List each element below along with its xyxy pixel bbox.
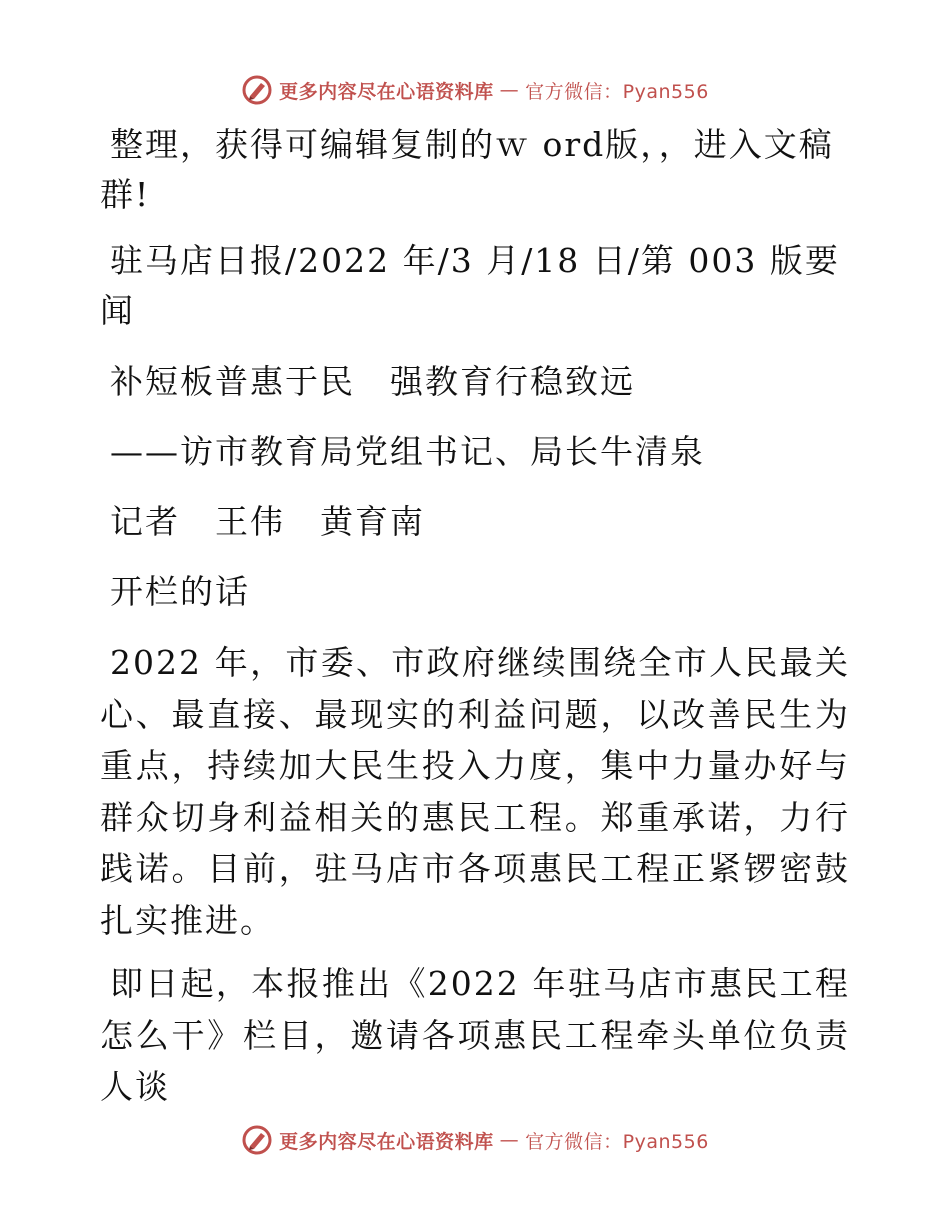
banner-site-text: 更多内容尽在心语资料库 bbox=[279, 80, 494, 103]
article-headline: 补短板普惠于民 强教育行稳致远 bbox=[110, 361, 635, 401]
pen-logo-icon bbox=[241, 74, 273, 106]
footer-watermark-banner bbox=[0, 1120, 950, 1160]
pen-logo-icon bbox=[241, 1124, 273, 1156]
reporters-line: 记者 王伟 黄育南 bbox=[110, 501, 425, 541]
banner-site-text: 更多内容尽在心语资料库 bbox=[279, 1130, 494, 1153]
banner-separator: — bbox=[499, 1129, 520, 1151]
banner-separator: — bbox=[499, 79, 520, 101]
article-subtitle: ——访市教育局党组书记、局长牛清泉 bbox=[110, 431, 705, 471]
banner-wechat-text: 官方微信：Pyan556 bbox=[525, 80, 709, 103]
source-line: 驻马店日报/2022 年/3 月/18 日/第 003 版要闻 bbox=[100, 241, 840, 331]
intro-text: 整理，获得可编辑复制的ｗ ord版，，进入文稿群! bbox=[100, 125, 834, 215]
body-paragraph-1: 2022 年，市委、市政府继续围绕全市人民最关心、最直接、最现实的利益问题，以改善民生为重点，持续加大民生投入力度，集中力量办好与群众切身利益相关的惠民工程。郑重承诺，力行践诺。目前，驻马店市各项惠民工程正紧锣密鼓扎实推进。 bbox=[100, 643, 850, 940]
section-heading: 开栏的话 bbox=[110, 572, 250, 612]
document-body bbox=[100, 120, 850, 1124]
header-watermark-banner bbox=[0, 70, 950, 110]
banner-wechat-text: 官方微信：Pyan556 bbox=[525, 1130, 709, 1153]
body-paragraph-2: 即日起，本报推出《2022 年驻马店市惠民工程怎么干》栏目，邀请各项惠民工程牵头单位负责人谈 bbox=[100, 964, 850, 1106]
